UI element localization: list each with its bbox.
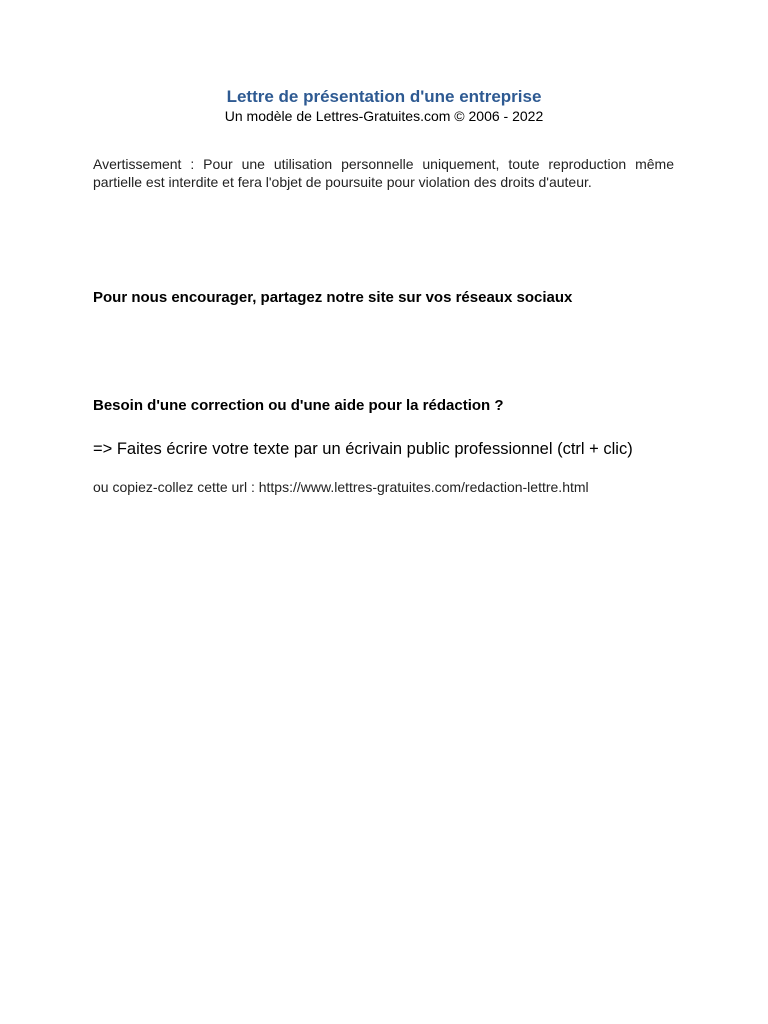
document-title: Lettre de présentation d'une entreprise bbox=[226, 87, 542, 106]
url-copy-line: ou copiez-collez cette url : https://www.lettres-gratuites.com/redaction-lettre.html bbox=[93, 479, 589, 495]
writer-service-link[interactable]: => Faites écrire votre texte par un écrivain public professionnel (ctrl + clic) bbox=[93, 440, 633, 458]
share-heading: Pour nous encourager, partagez notre site sur vos réseaux sociaux bbox=[93, 289, 573, 306]
document-subtitle: Un modèle de Lettres-Gratuites.com © 2006 - 2022 bbox=[224, 108, 544, 124]
correction-heading: Besoin d'une correction ou d'une aide pour la rédaction ? bbox=[93, 397, 504, 414]
copyright-warning: Avertissement : Pour une utilisation personnelle uniquement, toute reproduction même partielle est interdite et fera l'objet de poursuite pour violation des droits d'auteur. bbox=[93, 156, 674, 190]
